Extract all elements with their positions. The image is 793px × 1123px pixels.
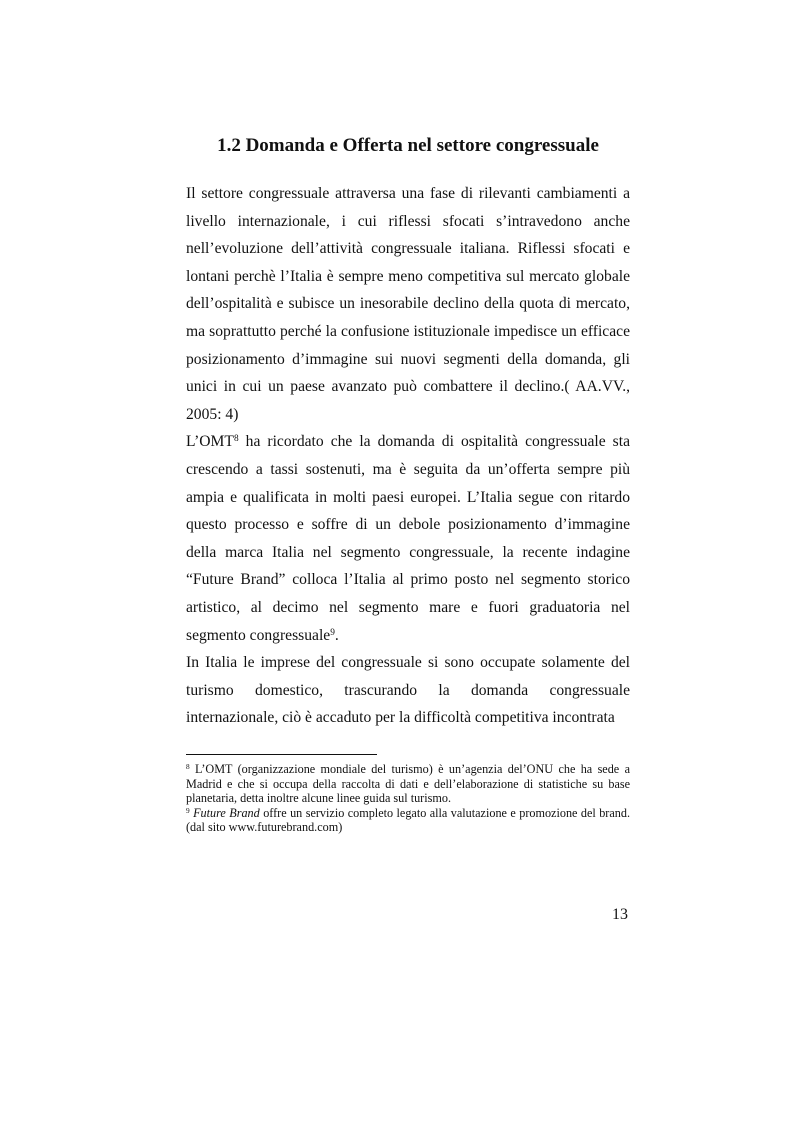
footnote-separator [186,754,377,755]
paragraph-1: Il settore congressuale attraversa una fase di rilevanti cambiamenti a livello internazionale, i cui riflessi sfocati s’intravedono anche nell’evoluzione dell’attività congressuale italiana. Riflessi sfocati e lontani perchè l’Italia è sempre meno competitiva sul mercato globale dell’ospitalità e subisce un inesorabile declino della quota di mercato, ma soprattutto perché la confusione istituzionale impedisce un efficace posizionamento d’immagine sui nuovi segmenti della domanda, gli unici in cui un paese avanzato può combattere il declino.( AA.VV., 2005: 4) [186,185,630,423]
page-number: 13 [612,906,628,923]
footnote-8 [186,762,630,806]
body-text [186,180,630,732]
paragraph-3: In Italia le imprese del congressuale si sono occupate solamente del turismo domestico, trascurando la domanda congressuale internazionale, ciò è accaduto per la difficoltà competitiva incontrata [186,654,630,727]
footnote-9 [186,806,630,835]
footnote-8-number: 8 [186,761,190,771]
paragraph-2-text: ha ricordato che la domanda di ospitalità congressuale sta crescendo a tassi sostenuti, ma è seguita da un’offerta sempre più ampia e qualificata in molti paesi europei. L’Italia segue con ritardo questo processo e soffre di un debole posizionamento d’immagine della marca Italia nel segmento congressuale, la recente indagine “Future Brand” colloca l’Italia al primo posto nel segmento storico artistico, al decimo nel segmento mare e fuori graduatoria nel segmento congressuale [186,433,630,644]
footnote-ref-8[interactable]: 8 [233,434,239,445]
footnote-9-brand: Future Brand [193,805,260,820]
paragraph-2 [186,428,630,649]
footnote-9-text: offre un servizio completo legato alla valutazione e promozione del brand. (dal sito www.futurebrand.com) [186,805,631,835]
footnotes [186,762,630,835]
paragraph-2-end: . [334,626,339,644]
footnote-ref-9[interactable]: 9 [330,627,335,638]
footnote-9-number: 9 [186,805,190,815]
paragraph-2-start: L’OMT [186,433,234,451]
section-heading: 1.2 Domanda e Offerta nel settore congressuale [217,135,599,156]
footnote-8-text: L’OMT (organizzazione mondiale del turismo) è un’agenzia del’ONU che ha sede a Madrid e che si occupa della raccolta di dati e dell’elaborazione di statistiche su base planetaria, detta inoltre alcune linee guida sul turismo. [186,762,630,806]
